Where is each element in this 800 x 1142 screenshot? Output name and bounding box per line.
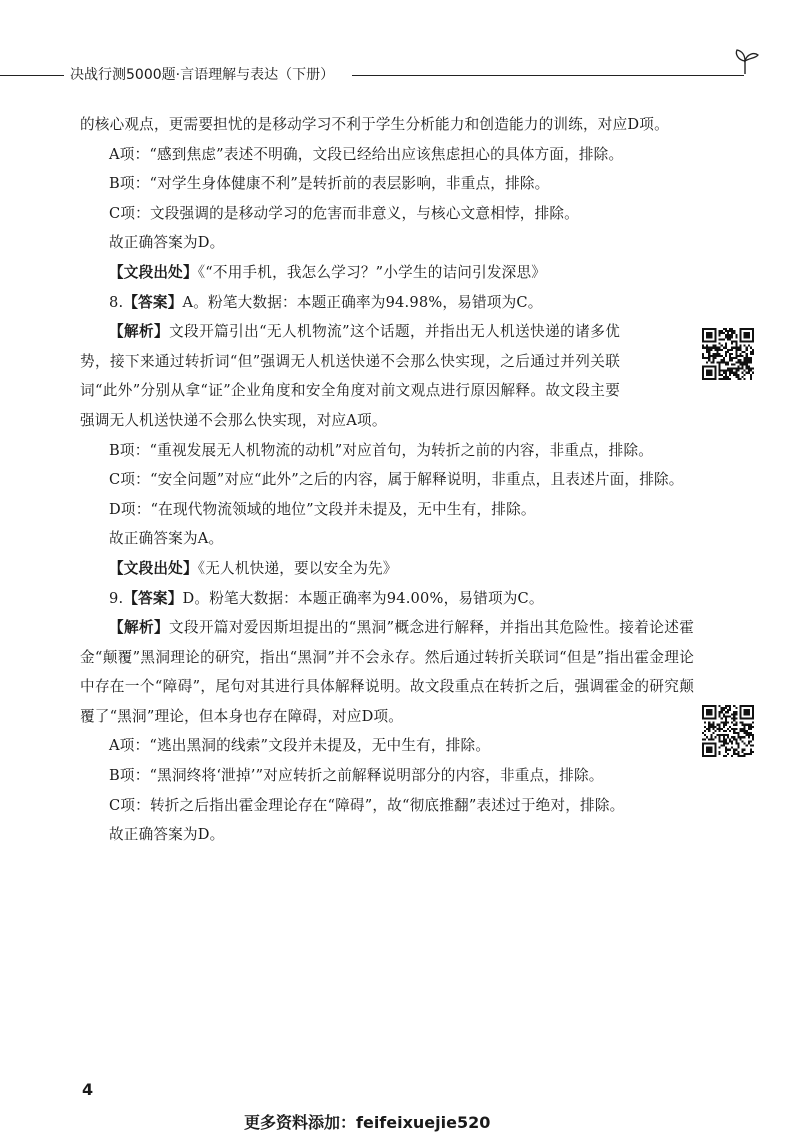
paragraph: A项：“感到焦虑”表述不明确，文段已经给出应该焦虑担心的具体方面，排除。: [109, 145, 624, 163]
analysis-text: 文段开篇对爱因斯坦提出的“黑洞”概念进行解释，并指出其危险性。接着论述霍金“颠覆”黑洞理论的研究，指出“黑洞”并不会永存。然后通过转折关联词“但是”指出霍金理论中存在一个“障碍”，尾句对其进行具体解释说明。故文段重点在转折之后，强调霍金的研究颠覆了“黑洞”理论，但本身也存在障碍，对应D项。: [80, 619, 694, 725]
paragraph: B项：“黑洞终将‘泄掉’”对应转折之前解释说明部分的内容，非重点，排除。: [109, 767, 604, 785]
source-text: 《无人机快递，要以安全为先》: [197, 559, 398, 577]
question-number: 9.: [109, 589, 124, 607]
source-label: 【文段出处】: [109, 559, 198, 577]
analysis-text: 文段开篇引出“无人机物流”这个话题，并指出无人机送快递的诸多优势，接下来通过转折词“但”强调无人机送快递不会那么快实现，之后通过并列关联词“此外”分别从拿“证”企业角度和安全角度对前文观点进行原因解释。故文段主要强调无人机送快递不会那么快实现，对应A项。: [80, 323, 620, 429]
paragraph: A项：“逃出黑洞的线索”文段并未提及，无中生有，排除。: [109, 737, 491, 755]
book-title: 决战行测5000题·言语理解与表达（下册）: [70, 67, 335, 83]
qr-code-icon[interactable]: [702, 328, 754, 380]
paragraph: 故正确答案为D。: [109, 826, 225, 844]
paragraph: C项：“安全问题”对应“此外”之后的内容，属于解释说明，非重点，且表述片面，排除。: [109, 471, 684, 489]
answer-paragraph: [80, 584, 694, 614]
source-label: 【文段出处】: [109, 263, 198, 281]
answer-label: 【答案】: [123, 589, 183, 607]
answer-text: D。粉笔大数据：本题正确率为94.00%，易错项为C。: [182, 589, 544, 607]
analysis-paragraph: [80, 613, 694, 731]
paragraph: C项：转折之后指出霍金理论存在“障碍”，故“彻底推翻”表述过于绝对，排除。: [109, 796, 625, 814]
paragraph: 的核心观点，更需要担忧的是移动学习不利于学生分析能力和创造能力的训练，对应D项。: [80, 116, 669, 133]
footer-note: 更多资料添加：feifeixuejie520: [244, 1113, 491, 1132]
paragraph: C项：文段强调的是移动学习的危害而非意义，与核心文意相悖，排除。: [109, 204, 579, 222]
paragraph: D项：“在现代物流领域的地位”文段并未提及，无中生有，排除。: [109, 500, 536, 518]
analysis-paragraph: [80, 317, 620, 435]
paragraph: B项：“对学生身体健康不利”是转折前的表层影响，非重点，排除。: [109, 175, 550, 193]
source-paragraph: [80, 258, 694, 288]
source-paragraph: [80, 554, 694, 584]
paragraph: 故正确答案为D。: [109, 234, 225, 252]
answer-label: 【答案】: [123, 293, 183, 311]
page-number: 4: [82, 1080, 94, 1099]
answer-text: A。粉笔大数据：本题正确率为94.98%，易错项为C。: [182, 293, 543, 311]
analysis-label: 【解析】: [109, 323, 170, 341]
qr-code-icon[interactable]: [702, 705, 754, 757]
analysis-label: 【解析】: [109, 619, 169, 637]
answer-paragraph: [80, 288, 694, 318]
running-header: [0, 58, 800, 88]
paragraph: B项：“重视发展无人机物流的动机”对应首句，为转折之前的内容，非重点，排除。: [109, 441, 654, 459]
header-rule-right: [352, 75, 744, 76]
question-number: 8.: [109, 293, 124, 311]
page-body: [80, 110, 694, 850]
source-text: 《“不用手机，我怎么学习？”小学生的诘问引发深思》: [197, 263, 547, 281]
header-rule-left: [0, 75, 64, 76]
paragraph: 故正确答案为A。: [109, 530, 224, 548]
sprout-icon: [730, 46, 760, 76]
